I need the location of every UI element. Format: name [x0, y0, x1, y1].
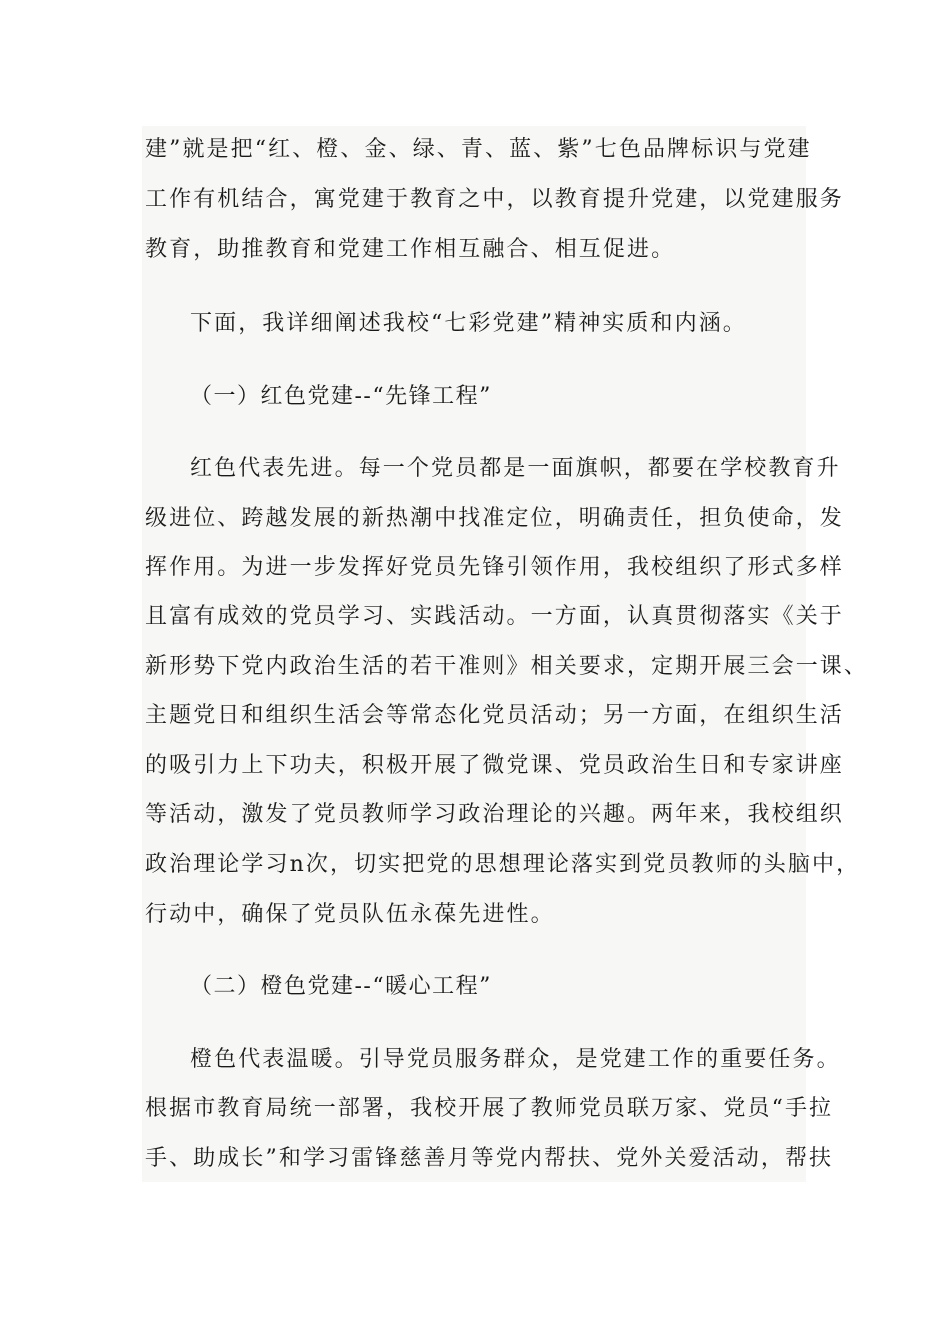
section-heading-red: （一）红色党建--“先锋工程” — [190, 384, 492, 409]
text-line: 主题党日和组织生活会等常态化党员活动；另一方面，在组织生活 — [145, 703, 844, 728]
text-line: 且富有成效的党员学习、实践活动。一方面，认真贯彻落实《关于 — [145, 604, 844, 629]
text-line: 新形势下党内政治生活的若干准则》相关要求，定期开展三会一课、 — [145, 654, 869, 679]
text-line: 红色代表先进。每一个党员都是一面旗帜，都要在学校教育升 — [190, 456, 841, 481]
text-line: 等活动，激发了党员教师学习政治理论的兴趣。两年来，我校组织 — [145, 802, 844, 827]
text-line: 建”就是把“红、橙、金、绿、青、蓝、紫”七色品牌标识与党建 — [145, 137, 812, 162]
text-line: 挥作用。为进一步发挥好党员先锋引领作用，我校组织了形式多样 — [145, 555, 844, 580]
text-line: 根据市教育局统一部署，我校开展了教师党员联万家、党员“手拉 — [145, 1096, 834, 1121]
text-line: 橙色代表温暖。引导党员服务群众，是党建工作的重要任务。 — [190, 1047, 841, 1072]
transition-sentence: 下面，我详细阐述我校“七彩党建”精神实质和内涵。 — [190, 311, 747, 336]
text-line: 的吸引力上下功夫，积极开展了微党课、党员政治生日和专家讲座 — [145, 753, 844, 778]
text-line: 政治理论学习n次，切实把党的思想理论落实到党员教师的头脑中， — [145, 852, 861, 877]
text-line: 手、助成长”和学习雷锋慈善月等党内帮扶、党外关爱活动，帮扶 — [145, 1146, 834, 1171]
section-heading-orange: （二）橙色党建--“暖心工程” — [190, 974, 492, 999]
text-line: 教育，助推教育和党建工作相互融合、相互促进。 — [145, 237, 676, 262]
text-line: 行动中，确保了党员队伍永葆先进性。 — [145, 902, 555, 927]
text-line: 工作有机结合，寓党建于教育之中，以教育提升党建，以党建服务 — [145, 187, 844, 212]
text-line: 级进位、跨越发展的新热潮中找准定位，明确责任，担负使命，发 — [145, 506, 844, 531]
